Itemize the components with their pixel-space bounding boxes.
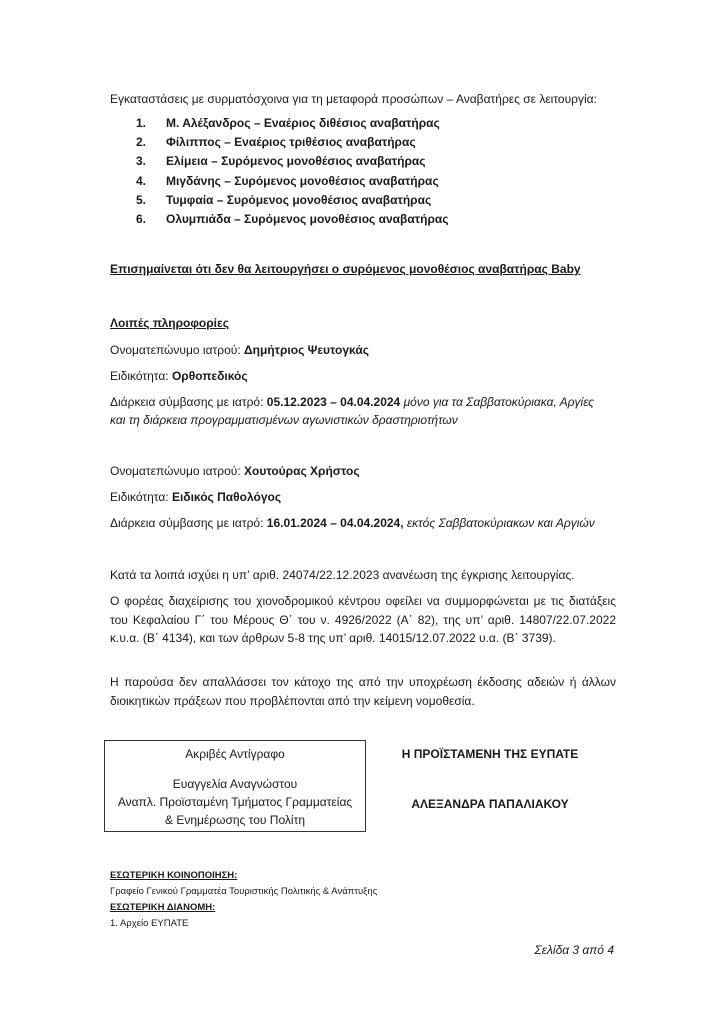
doctor2-name-line: Ονοματεπώνυμο ιατρού: Χουτούρας Χρήστος (110, 464, 360, 478)
internal-notification-heading: ΕΣΩΤΕΡΙΚΗ ΚΟΙΝΟΠΟΙΗΣΗ: (110, 870, 238, 881)
internal-distribution-text: 1. Αρχείο ΕΥΠΑΤΕ (110, 918, 189, 929)
exact-copy-box (104, 740, 366, 832)
lift-list (136, 114, 448, 229)
paragraph-disclaimer: Η παρούσα δεν απαλλάσσει τον κάτοχο της από την υποχρέωση έκδοσης αδειών ή άλλων διοικητικών πράξεων που προβλέπονται από την κείμενη νομοθεσία. (110, 675, 616, 708)
signatory-title: Η ΠΡΟΪΣΤΑΜΕΝΗ ΤΗΣ ΕΥΠΑΤΕ (401, 747, 579, 761)
list-item: 4. Μιγδάνης – Συρόμενος μονοθέσιος αναβατήρας (136, 173, 439, 188)
notice-text: Επισημαίνεται ότι δεν θα λειτουργήσει ο συρόμενος μονοθέσιος αναβατήρας Baby (110, 262, 581, 276)
list-item: 3. Ελίμεια – Συρόμενος μονοθέσιος αναβατήρας (136, 154, 426, 169)
list-item: 1. Μ. Αλέξανδρος – Εναέριος διθέσιος αναβατήρας (136, 116, 440, 130)
internal-notification-text: Γραφείο Γενικού Γραμματέα Τουριστικής Πολιτικής & Ανάπτυξης (110, 886, 378, 897)
copy-box-title: Ακριβές Αντίγραφο (185, 747, 285, 761)
doctor1-contract-note: και τη διάρκεια προγραμματισμένων αγωνιστικών δραστηριοτήτων (110, 413, 458, 427)
internal-distribution-heading: ΕΣΩΤΕΡΙΚΗ ΔΙΑΝΟΜΗ: (110, 902, 216, 913)
doctor2-contract-dates: 16.01.2024 – 04.04.2024, (266, 516, 404, 530)
doctor2-specialty-line: Ειδικότητα: Ειδικός Παθολόγος (110, 490, 282, 504)
copy-box-role: Αναπλ. Προϊσταμένη Τμήματος Γραμματείας (117, 795, 353, 809)
doctor1-specialty-line: Ειδικότητα: Ορθοπεδικός (110, 369, 248, 383)
doctor1-contract-line: Διάρκεια σύμβασης με ιατρό: 05.12.2023 – 04.04.2024 μόνο για τα Σαββατοκύριακα, Αργίες (110, 395, 594, 409)
list-item: 5. Τυμφαία – Συρόμενος μονοθέσιος αναβατήρας (136, 192, 432, 207)
list-item: 2. Φίλιππος – Εναέριος τριθέσιος αναβατήρας (136, 135, 416, 150)
doctor2-contract-line: Διάρκεια σύμβασης με ιατρό: 16.01.2024 – 04.04.2024, εκτός Σαββατοκύριακων και Αργιών (110, 516, 595, 530)
paragraph-compliance: Ο φορέας διαχείρισης του χιονοδρομικού κέντρου οφείλει να συμμορφώνεται με τις διατάξεις του Κεφαλαίου Γ΄ του Μέρους Θ΄ του ν. 4926/2022 (Α΄ 82), της υπ’ αριθ. 14807/22.07.2022 κ.υ.α. (Β΄ 4134), και των άρθρων 5-8 της υπ’ αριθ. 14015/12.07.2022 υ.α. (Β΄ 3739). (110, 594, 616, 645)
copy-box-name: Ευαγγελία Αναγνώστου (172, 777, 298, 791)
doctor1-contract-dates: 05.12.2023 – 04.04.2024 (266, 395, 401, 409)
doctor2-specialty: Ειδικός Παθολόγος (171, 490, 282, 504)
intro-text: Εγκαταστάσεις με συρματόσχοινα για τη μεταφορά προσώπων – Αναβατήρες σε λειτουργία: (110, 92, 597, 106)
signatory-name: ΑΛΕΞΑΝΔΡΑ ΠΑΠΑΛΙΑΚΟΥ (411, 797, 569, 811)
doctor1-specialty: Ορθοπεδικός (171, 369, 248, 383)
doctor2-name: Χουτούρας Χρήστος (244, 464, 360, 478)
paragraph-renewal: Κατά τα λοιπά ισχύει η υπ’ αριθ. 24074/22.12.2023 ανανέωση της έγκρισης λειτουργίας. (110, 568, 575, 582)
doctor1-name-line: Ονοματεπώνυμο ιατρού: Δημήτριος Ψευτογκάς (110, 343, 369, 357)
doctor1-name: Δημήτριος Ψευτογκάς (244, 343, 369, 357)
page-number: Σελίδα 3 από 4 (534, 943, 614, 957)
list-item: 6. Ολυμπιάδα – Συρόμενος μονοθέσιος αναβατήρας (136, 211, 449, 226)
other-info-heading: Λοιπές πληροφορίες (110, 316, 229, 330)
copy-box-role-cont: & Ενημέρωσης του Πολίτη (164, 813, 305, 827)
